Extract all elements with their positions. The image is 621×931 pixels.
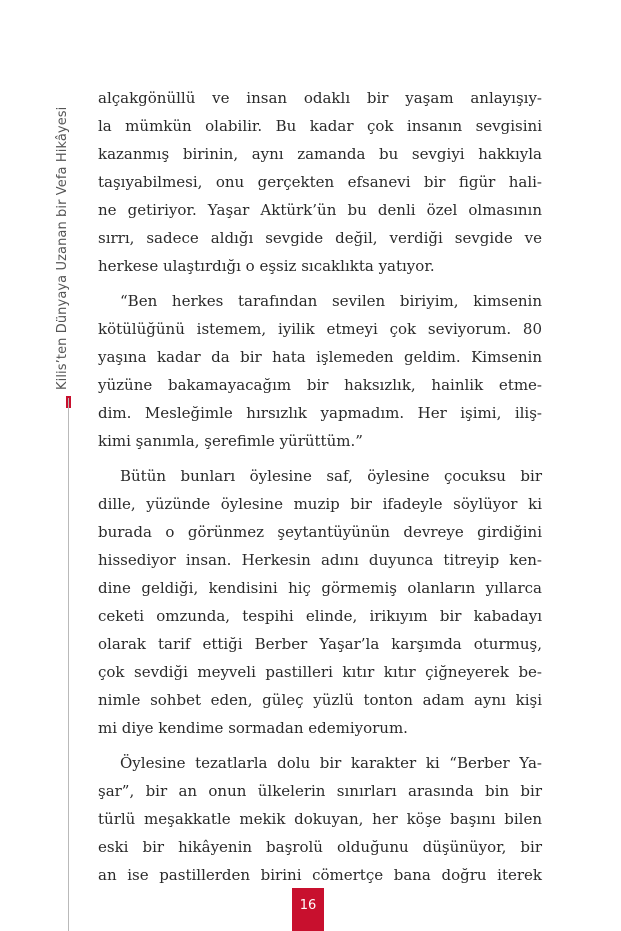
text-line: şar”, bir an onun ülkelerin sınırları arasında bin bir bbox=[98, 782, 542, 800]
text-line: hissediyor insan. Herkesin adını duyunca titreyip ken- bbox=[98, 551, 542, 569]
paragraph bbox=[98, 462, 542, 742]
text-line: “Ben herkes tarafından sevilen biriyim, kimsenin bbox=[120, 292, 542, 310]
text-line: dim. Mesleğimle hırsızlık yapmadım. Her işimi, iliş- bbox=[98, 404, 542, 422]
text-line: olarak tarif ettiği Berber Yaşar’la karşımda oturmuş, bbox=[98, 635, 542, 653]
text-line: burada o görünmez şeytantüyünün devreye girdiğini bbox=[98, 523, 542, 541]
text-line: la mümkün olabilir. Bu kadar çok insanın sevgisini bbox=[98, 117, 542, 135]
paragraph bbox=[98, 287, 542, 455]
text-line: sırrı, sadece aldığı sevgide değil, verdiği sevgide ve bbox=[98, 229, 542, 247]
paragraph bbox=[98, 84, 542, 280]
text-line: ceketi omzunda, tespihi elinde, irikıyım bir kabadayı bbox=[98, 607, 542, 625]
page-number: 16 bbox=[292, 888, 324, 931]
text-line: Öylesine tezatlarla dolu bir karakter ki “Berber Ya- bbox=[120, 754, 542, 772]
text-line: eski bir hikâyenin başrolü olduğunu düşünüyor, bir bbox=[98, 838, 542, 856]
running-title: Kilis’ten Dünyaya Uzanan bir Vefa Hikâyesi bbox=[55, 106, 70, 390]
text-line: kazanmış birinin, aynı zamanda bu sevgiyi hakkıyla bbox=[98, 145, 542, 163]
text-line: herkese ulaştırdığı o eşsiz sıcaklıkta yatıyor. bbox=[98, 257, 435, 275]
text-line: yüzüne bakamayacağım bir haksızlık, hainlik etme- bbox=[98, 376, 542, 394]
paragraph bbox=[98, 749, 542, 889]
text-line: kimi şanımla, şerefimle yürüttüm.” bbox=[98, 432, 363, 450]
text-line: çok sevdiği meyveli pastilleri kıtır kıtır çiğneyerek be- bbox=[98, 663, 542, 681]
text-line: an ise pastillerden birini cömertçe bana doğru iterek bbox=[98, 866, 542, 884]
text-line: kötülüğünü istemem, iyilik etmeyi çok seviyorum. 80 bbox=[98, 320, 542, 338]
text-line: dine geldiği, kendisini hiç görmemiş olanların yıllarca bbox=[98, 579, 542, 597]
text-line: türlü meşakkatle mekik dokuyan, her köşe başını bilen bbox=[98, 810, 542, 828]
text-line: nimle sohbet eden, güleç yüzlü tonton adam aynı kişi bbox=[98, 691, 542, 709]
text-line: dille, yüzünde öylesine muzip bir ifadeyle söylüyor ki bbox=[98, 495, 542, 513]
body-text bbox=[98, 84, 542, 896]
text-line: mi diye kendime sormadan edemiyorum. bbox=[98, 719, 408, 737]
text-line: yaşına kadar da bir hata işlemeden geldim. Kimsenin bbox=[98, 348, 542, 366]
text-line: Bütün bunları öylesine saf, öylesine çocuksu bir bbox=[120, 467, 542, 485]
side-rule bbox=[68, 398, 69, 931]
text-line: alçakgönüllü ve insan odaklı bir yaşam anlayışıy- bbox=[98, 89, 542, 107]
text-line: taşıyabilmesi, onu gerçekten efsanevi bir figür hali- bbox=[98, 173, 542, 191]
text-line: ne getiriyor. Yaşar Aktürk’ün bu denli özel olmasının bbox=[98, 201, 542, 219]
